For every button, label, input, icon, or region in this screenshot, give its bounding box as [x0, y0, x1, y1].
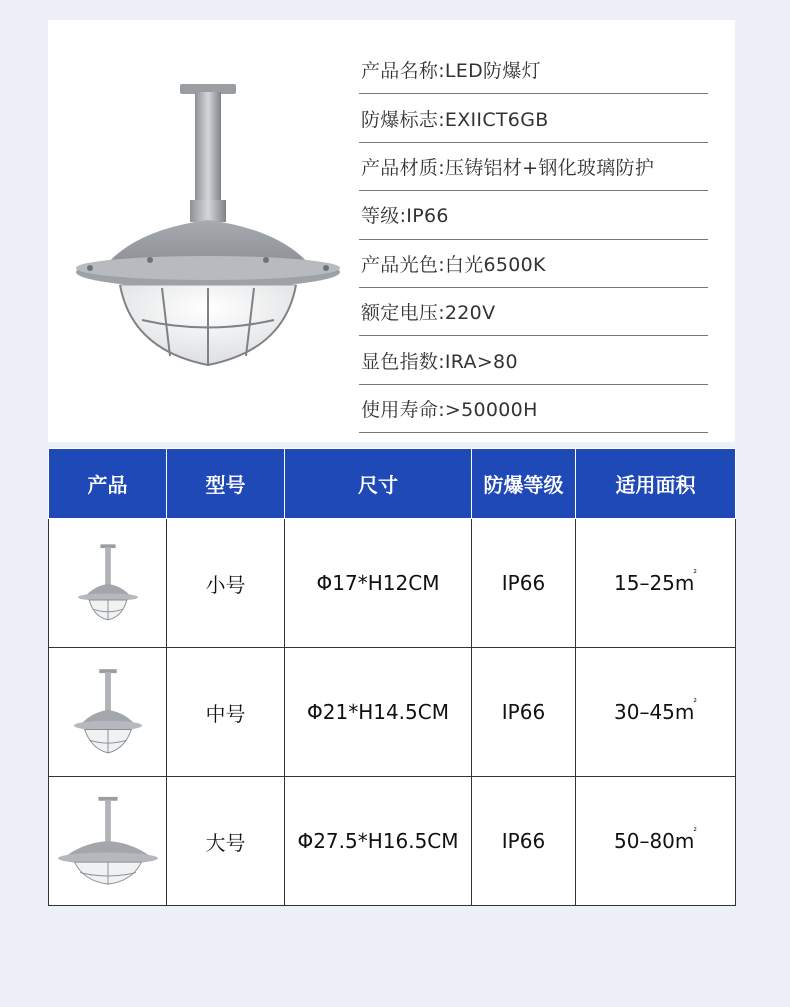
spec-text: 等级:IP66 — [361, 205, 449, 228]
area-cell — [576, 648, 736, 777]
product-info-card — [48, 20, 735, 442]
spec-row — [359, 288, 708, 336]
lamp-thumbnail-small — [75, 542, 141, 624]
spec-text: 使用寿命:>50000H — [361, 398, 538, 421]
product-thumb-cell — [49, 519, 167, 648]
grade-cell: IP66 — [472, 519, 576, 648]
model-table — [48, 448, 736, 906]
spec-row — [359, 191, 708, 239]
header-size: 尺寸 — [285, 449, 472, 519]
header-product: 产品 — [49, 449, 167, 519]
spec-row — [359, 336, 708, 384]
grade-cell: IP66 — [472, 648, 576, 777]
spec-text: 防爆标志:EXIICT6GB — [361, 108, 549, 131]
lamp-thumbnail-large — [55, 795, 161, 887]
area-unit-sup: ² — [693, 698, 697, 709]
table-row — [49, 777, 736, 906]
header-area: 适用面积 — [576, 449, 736, 519]
spec-text: 额定电压:220V — [361, 302, 496, 325]
product-thumb-cell — [49, 777, 167, 906]
header-model: 型号 — [167, 449, 285, 519]
spec-row — [359, 46, 708, 94]
size-cell: Φ27.5*H16.5CM — [285, 777, 472, 906]
table-row — [49, 648, 736, 777]
table-row — [49, 519, 736, 648]
size-cell: Φ17*H12CM — [285, 519, 472, 648]
spec-text: 显色指数:IRA>80 — [361, 350, 518, 373]
spec-row — [359, 240, 708, 288]
spec-row — [359, 143, 708, 191]
lamp-thumbnail-medium — [72, 667, 144, 757]
product-thumb-cell — [49, 648, 167, 777]
header-grade: 防爆等级 — [472, 449, 576, 519]
model-cell: 小号 — [167, 519, 285, 648]
spec-text: 产品名称:LED防爆灯 — [361, 60, 541, 83]
spec-text: 产品材质:压铸铝材+钢化玻璃防护 — [361, 156, 655, 179]
area-unit-sup: ² — [693, 827, 697, 838]
table-header-row — [49, 449, 736, 519]
size-cell: Φ21*H14.5CM — [285, 648, 472, 777]
spec-row — [359, 385, 708, 433]
grade-cell: IP66 — [472, 777, 576, 906]
spec-list — [359, 46, 708, 433]
area-value: 15–25m — [614, 571, 695, 595]
area-value: 50–80m — [614, 829, 695, 853]
model-cell: 大号 — [167, 777, 285, 906]
area-unit-sup: ² — [693, 569, 697, 580]
area-cell — [576, 519, 736, 648]
area-value: 30–45m — [614, 700, 695, 724]
model-cell: 中号 — [167, 648, 285, 777]
area-cell — [576, 777, 736, 906]
spec-row — [359, 94, 708, 142]
spec-text: 产品光色:白光6500K — [361, 253, 546, 276]
lamp-product-image — [62, 80, 344, 380]
